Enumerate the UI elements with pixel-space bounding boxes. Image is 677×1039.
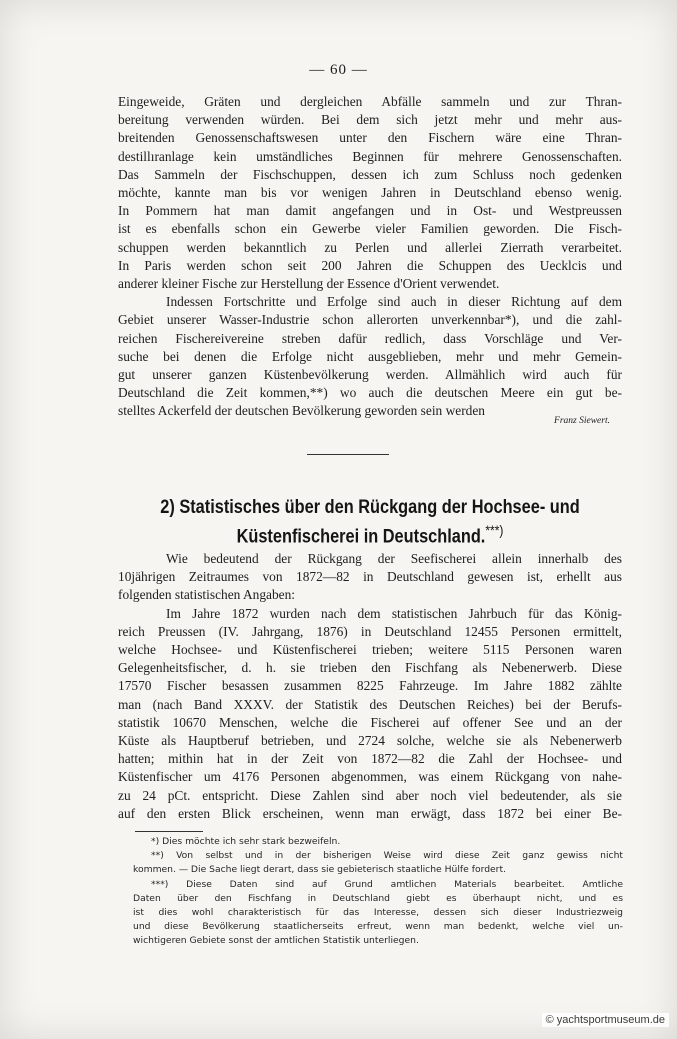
text-line: schuppen werden bekanntlich zu Perlen und allerlei Zierrath verarbeitet. bbox=[118, 239, 622, 255]
text-line: welche Hochsee- und Küstenfischerei trieben; weitere 5115 Personen waren bbox=[118, 642, 622, 658]
footnote-line: wichtigeren Gebiete sonst der amtlichen Statistik unterliegen. bbox=[133, 935, 419, 947]
text-line: 10jährigen Zeitraumes von 1872—82 in Deutschland gewesen ist, erhellt aus bbox=[118, 569, 622, 585]
footnote-line: Daten über den Fischfang in Deutschland giebt es überhaupt nicht, und es bbox=[133, 892, 623, 904]
heading-line-2-text: Küstenfischerei in Deutschland. bbox=[236, 526, 486, 548]
text-line: Im Jahre 1872 wurden nach dem statistischen Jahrbuch für das König- bbox=[166, 605, 622, 621]
text-line: bereitung verwenden würden. Bei dem sich jetzt mehr und mehr aus- bbox=[118, 112, 622, 128]
heading-line-1: 2) Statistisches über den Rückgang der Hochsee- und bbox=[160, 497, 580, 518]
text-line: Deutschland die Zeit kommen,**) wo auch die deutschen Meere ein gut be- bbox=[118, 385, 622, 401]
text-line: reich Preussen (IV. Jahrgang, 1876) in Deutschland 12455 Personen ermittelt, bbox=[118, 623, 622, 639]
text-line: suche bei denen die Erfolge nicht ausgeblieben, mehr und mehr Gemein- bbox=[118, 348, 622, 364]
text-line: folgenden statistischen Angaben: bbox=[118, 587, 296, 603]
text-line: Das Sammeln der Fischschuppen, dessen ich zum Schluss noch gedenken bbox=[118, 166, 622, 182]
footnote-line: **) Von selbst und in der bisherigen Weise wird diese Zeit ganz gewiss nicht bbox=[151, 850, 623, 862]
footnote-line: und diese Bevölkerung staatlicherseits erfreut, wenn man bedenkt, welche viel un- bbox=[133, 921, 623, 933]
text-line: destillıranlage kein umständliches Beginnen für mehrere Genossenschaften. bbox=[118, 148, 622, 164]
footnote-line: ist dies wohl charakteristisch für das Interesse, dessen sich dieser Industriezweig bbox=[133, 907, 623, 919]
text-line: breitenden Genossenschaftswesen unter den Fischern wäre eine Thran- bbox=[118, 130, 622, 146]
text-block-top bbox=[118, 93, 622, 421]
text-line: 17570 Fischer besassen zusammen 8225 Fahrzeuge. Im Jahre 1882 zählte bbox=[118, 678, 622, 694]
text-line: anderer kleiner Fische zur Herstellung der Essence d'Orient verwendet. bbox=[118, 276, 500, 292]
watermark: © yachtsportmuseum.de bbox=[542, 1013, 669, 1027]
text-line: möchte, kannte man bis vor wenigen Jahren in Deutschland ebenso wenig. bbox=[118, 185, 622, 201]
text-line: Gebiet unserer Wasser-Industrie schon allerorten unverkennbar*), und die zahl- bbox=[118, 312, 622, 328]
text-line: hatten; mithin hat in der Zeit von 1872—82 die Zahl der Hochsee- und bbox=[118, 751, 622, 767]
text-line: Küste als Hauptberuf betrieben, und 2724 solche, welche sie als Nebenerwerb bbox=[118, 733, 622, 749]
section-heading bbox=[153, 496, 586, 548]
text-line: Wie bedeutend der Rückgang der Seefischerei allein innerhalb des bbox=[166, 551, 622, 566]
text-block-bottom bbox=[118, 550, 622, 823]
text-line: Gelegenheitsfischer, d. h. sie trieben den Fischfang als Nebenerwerb. Diese bbox=[118, 660, 622, 676]
footnotes bbox=[133, 835, 623, 949]
text-line: statistik 10670 Menschen, welche die Fischerei auf offener See und an der bbox=[118, 714, 622, 730]
footnote-line: ***) Diese Daten sind auf Grund amtlichen Materials bearbeitet. Amtliche bbox=[151, 878, 623, 890]
text-line: ist es ebenfalls schon ein Gewerbe vieler Familien geworden. Die Fisch- bbox=[118, 221, 622, 237]
footnote-divider bbox=[135, 831, 203, 832]
footnote-line: kommen. — Die Sache liegt derart, dass sie gebieterisch staatliche Hülfe fordert. bbox=[133, 864, 506, 876]
text-line: reichen Fischereivereine streben dafür redlich, dass Vorschläge und Ver- bbox=[118, 330, 622, 346]
text-line: gut unserer ganzen Küstenbevölkerung werden. Allmählich wird auch für bbox=[118, 367, 622, 383]
section-divider bbox=[307, 454, 389, 455]
text-line: man (nach Band XXXV. der Statistik des Deutschen Reiches) bei der Berufs- bbox=[118, 696, 622, 712]
text-line: zu 24 pCt. entspricht. Diese Zahlen sind aber noch viel bedeutender, als sie bbox=[118, 787, 622, 803]
author-signature: Franz Siewert. bbox=[554, 416, 610, 426]
text-line: auf den ersten Blick erscheinen, wenn man erwägt, dass 1872 bei einer Be- bbox=[118, 805, 622, 821]
text-line: In Pommern hat man damit angefangen und in Ost- und Westpreussen bbox=[118, 203, 622, 219]
text-line: Küstenfischer um 4176 Personen abgenommen, was einem Rückgang von nahe- bbox=[118, 769, 622, 785]
footnote-line: *) Dies möchte ich sehr stark bezweifeln. bbox=[151, 836, 341, 847]
text-line: In Paris werden schon seit 200 Jahren die Schuppen des Uecklcis und bbox=[118, 257, 622, 273]
heading-line-2 bbox=[153, 519, 586, 548]
text-line: Eingeweide, Gräten und dergleichen Abfälle sammeln und zur Thran- bbox=[118, 94, 622, 109]
page-number: — 60 — bbox=[309, 62, 368, 78]
footnote-marker: ***) bbox=[485, 522, 504, 538]
text-line: Indessen Fortschritte und Erfolge sind auch in dieser Richtung auf dem bbox=[166, 294, 622, 310]
text-line: stelltes Ackerfeld der deutschen Bevölkerung geworden sein werden bbox=[118, 403, 485, 419]
